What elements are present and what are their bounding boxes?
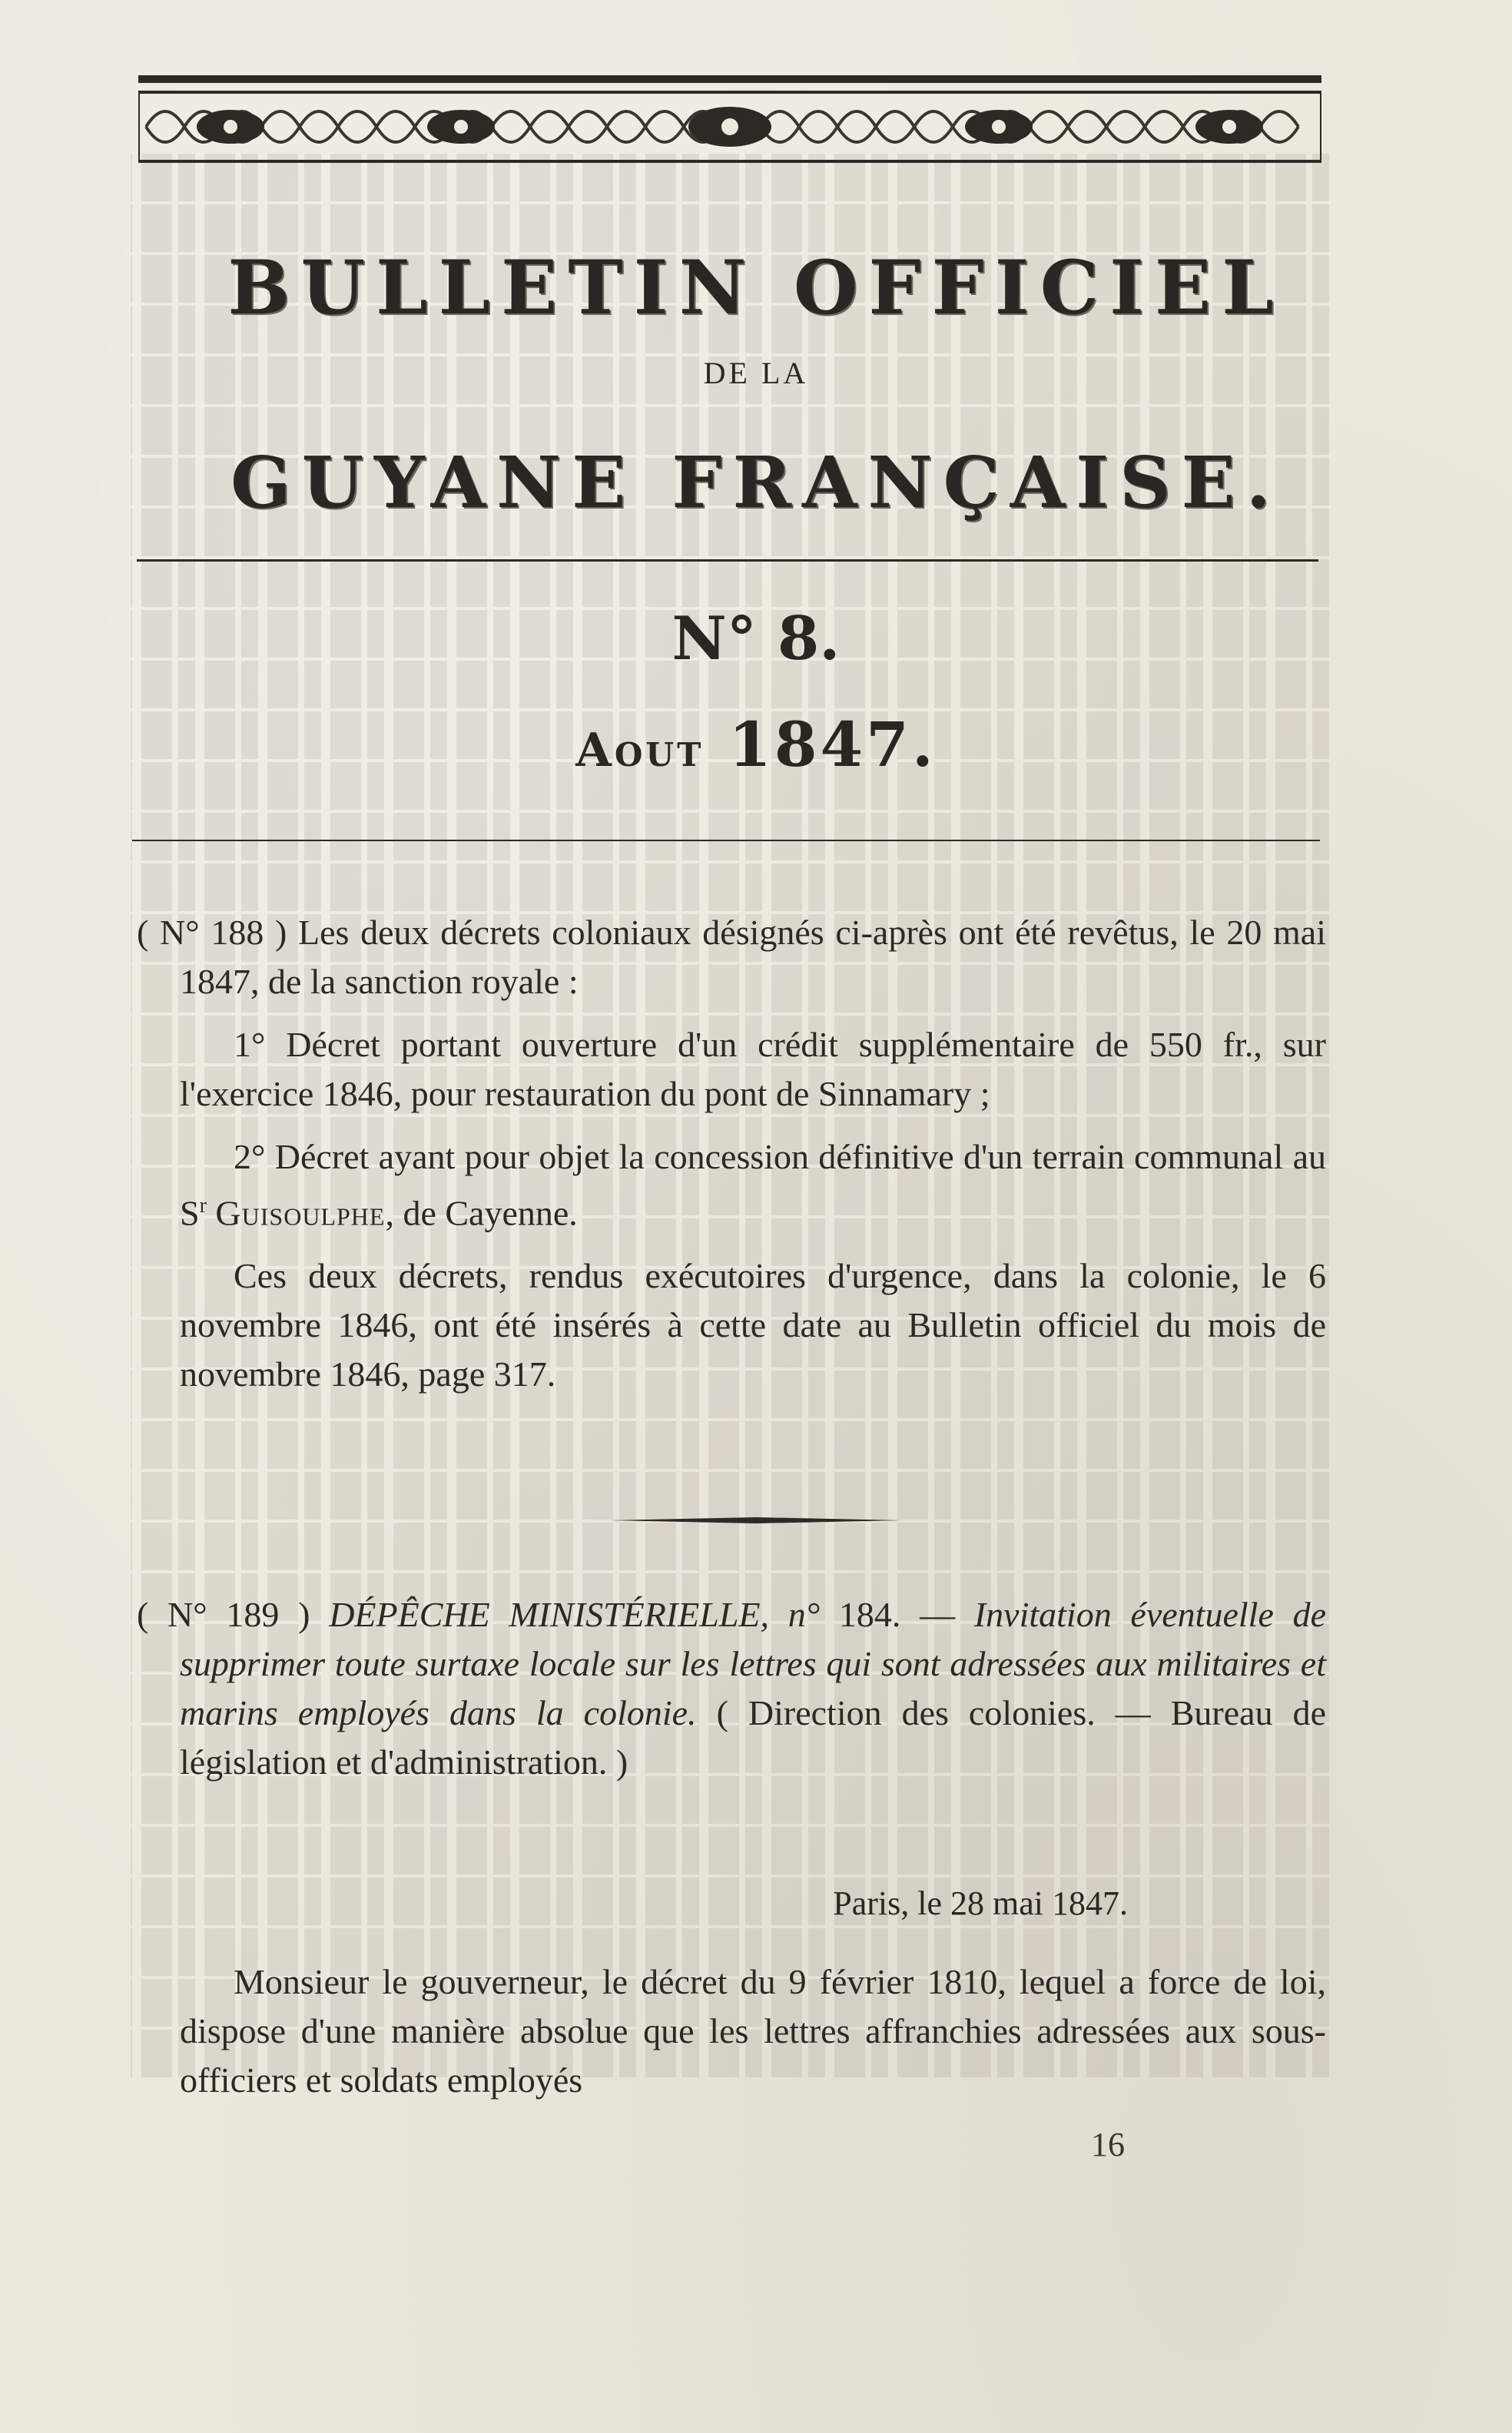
place-date: Paris, le 28 mai 1847.: [833, 1884, 1128, 1922]
title-rule: [137, 559, 1318, 562]
entry-188-item-2: [180, 1132, 1326, 1238]
entry-188-item-1: 1° Décret portant ouverture d'un crédit supplémentaire de 550 fr., sur l'exercice 1846, pour restauration du pont de Sinnamary ;: [180, 1025, 1326, 1113]
bulletin-title: BULLETIN OFFICIEL: [227, 244, 1285, 331]
issue-month: Aout: [575, 724, 705, 777]
ornamental-border: [138, 75, 1321, 164]
dispatch-title: DÉPÊCHE MINISTÉRIELLE, n°: [329, 1595, 821, 1634]
title-connector: DE LA: [703, 356, 809, 390]
item-2-text: 2° Décret ayant pour objet la concession définitive d'un terrain communal au S: [180, 1137, 1326, 1233]
entry-number: ( N° 188 ): [137, 913, 287, 952]
sr-superscript: r: [199, 1194, 207, 1218]
issue-number: N° 8.: [671, 604, 841, 674]
page-number: 16: [1091, 2126, 1125, 2163]
separator-rule: [610, 1517, 902, 1523]
dispatch-number: 184. —: [820, 1595, 974, 1634]
dispatch-subject: Invitation éventuelle de supprimer toute surtaxe locale sur les lettres qui sont adressées aux militaires et marins employés dans la colonie.: [180, 1595, 1327, 1732]
entry-number: ( N° 189 ): [137, 1595, 310, 1634]
entry-text: Les deux décrets coloniaux désignés ci-après ont été revêtus, le 20 mai 1847, de la sanction royale :: [180, 913, 1326, 1001]
entry-188-closing: Ces deux décrets, rendus exécutoires d'urgence, dans la colonie, le 6 novembre 1846, ont été insérés à cette date au Bulletin officiel du mois de novembre 1846, page 317.: [180, 1256, 1326, 1394]
colony-title: GUYANE FRANÇAISE.: [230, 441, 1282, 524]
entry-188-intro: [137, 908, 1326, 1006]
entry-189: [137, 1590, 1327, 1787]
person-name: Guisoulphe: [215, 1193, 386, 1233]
person-suffix: , de Cayenne.: [385, 1193, 578, 1233]
dispatch-direction: ( Direction des colonies. — Bureau de législation et d'administration. ): [180, 1693, 1326, 1782]
section-rule: [132, 840, 1320, 841]
dispatch-opening: Monsieur le gouverneur, le décret du 9 février 1810, lequel a force de loi, dispose d'une manière absolue que les lettres affranchies adressées aux sous-officiers et soldats employés: [180, 1962, 1326, 2100]
entry-188: [137, 908, 1326, 1399]
entry-189-heading: [137, 1590, 1327, 1787]
issue-year: 1847.: [728, 708, 937, 781]
issue-date: [0, 708, 1512, 781]
dispatch-body: [180, 1957, 1326, 2105]
